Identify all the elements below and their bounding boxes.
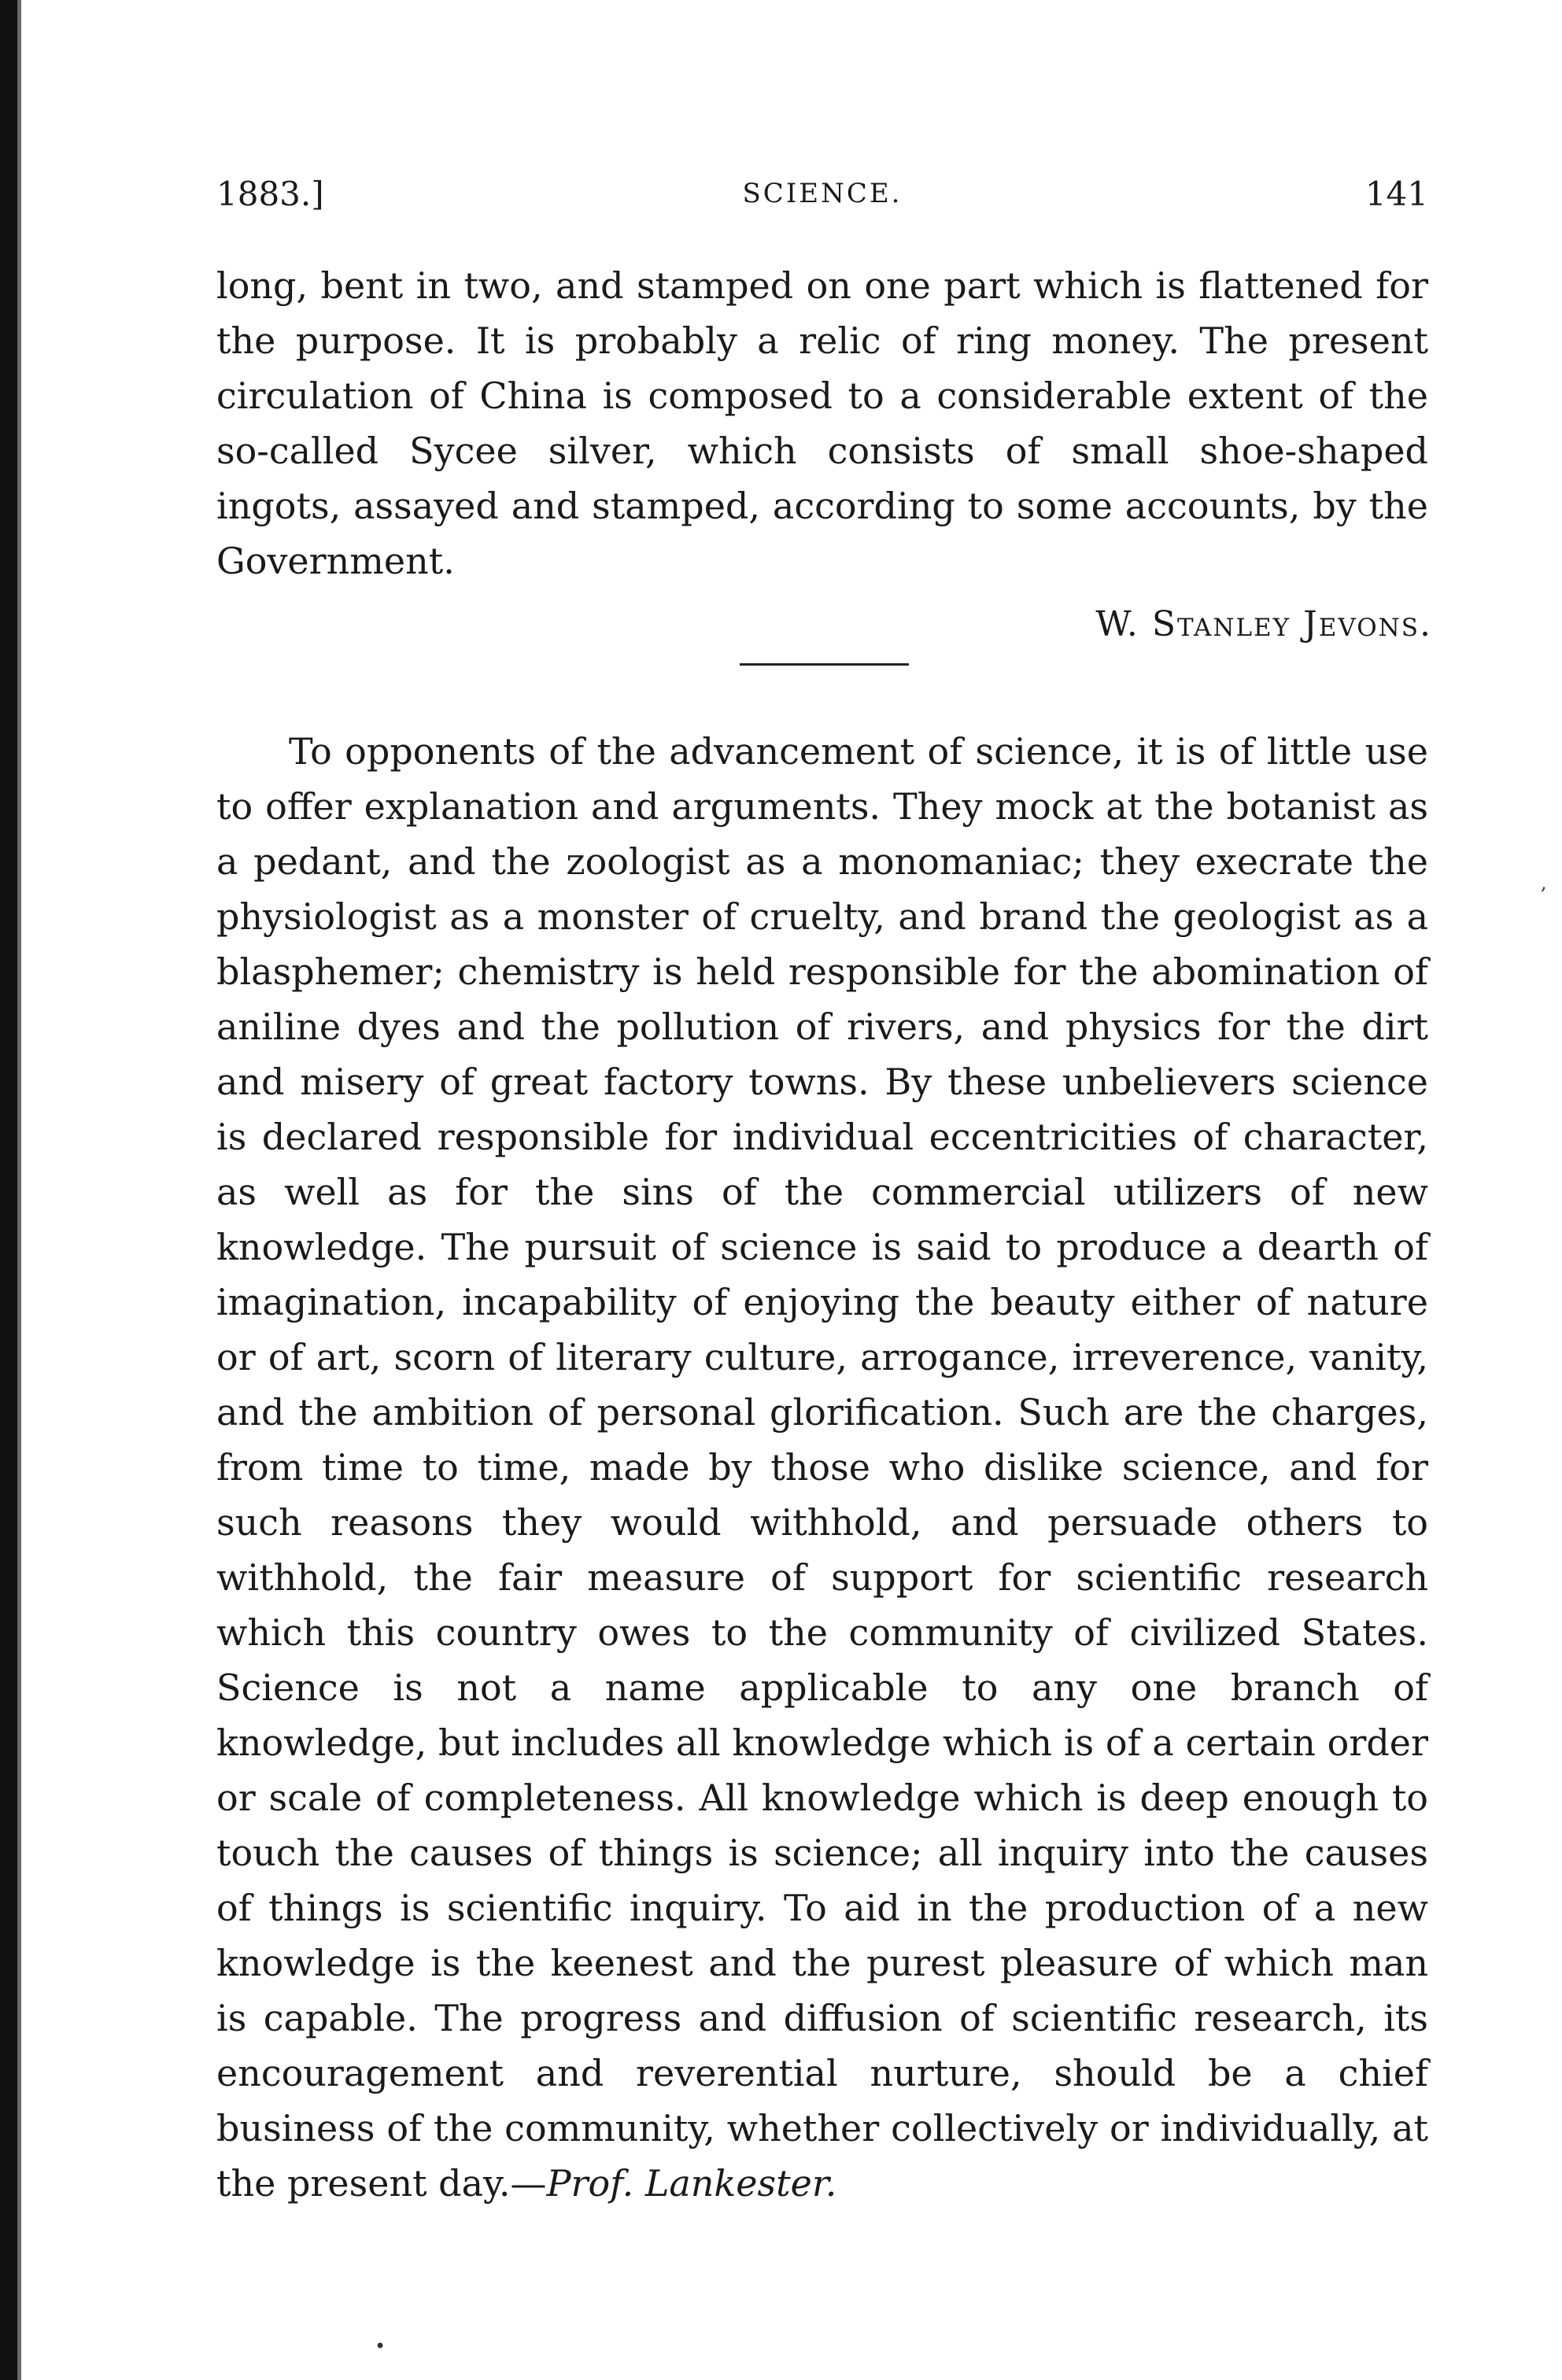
author-signature: W. Stanley Jevons. <box>1095 604 1432 644</box>
article-closing-paragraph: long, bent in two, and stamped on one part which is flattened for the purpose. It is probably a relic of ring money. The present circulation of China is composed to a considerable extent of the so-called Sycee silver, which consists of small shoe-shaped ingots, assayed and stamped, according to some accounts, by the Government. <box>216 264 1428 582</box>
page-number: 141 <box>1364 175 1428 213</box>
scan-gutter <box>0 0 17 2380</box>
running-head-journal-title: SCIENCE. <box>742 178 903 209</box>
scan-gutter-edge <box>17 0 21 2380</box>
quotation-paragraph <box>216 724 1428 2211</box>
running-head-year: 1883.] <box>216 175 324 213</box>
scan-speck: , <box>1541 872 1547 894</box>
quotation-attribution: Prof. Lankester. <box>546 2162 837 2205</box>
quotation-body: To opponents of the advancement of science, it is of little use to offer explanation and arguments. They mock at the botanist as a pedant, and the zoologist as a monomaniac; they execrate the physiologist as a monster of cruelty, and brand the geologist as a blasphemer; chemistry is held responsible for the abomination of aniline dyes and the pollution of rivers, and physics for the dirt and misery of great factory towns. By these unbelievers science is declared responsible for individual eccentricities of character, as well as for the sins of the commercial utilizers of new knowledge. The pursuit of science is said to produce a dearth of imagination, incapability of enjoying the beauty either of nature or of art, scorn of literary culture, arrogance, irreverence, vanity, and the ambition of personal glorification. Such are the charges, from time to time, made by those who dislike science, and for such reasons they would withhold, and persuade others to withhold, the fair measure of support for scientific research which this country owes to the community of civilized States. Science is not a name applicable to any one branch of knowledge, but includes all knowledge which is of a certain order or scale of completeness. All knowledge which is deep enough to touch the causes of things is science; all inquiry into the causes of things is scientific inquiry. To aid in the production of a new knowledge is the keenest and the purest pleasure of which man is capable. The progress and diffusion of scientific research, its encouragement and reverential nurture, should be a chief business of the community, whether collectively or individually, at the present day.— <box>216 730 1428 2205</box>
section-divider-rule <box>740 663 909 666</box>
running-head <box>216 175 1428 222</box>
scan-speck: • <box>375 2335 386 2357</box>
